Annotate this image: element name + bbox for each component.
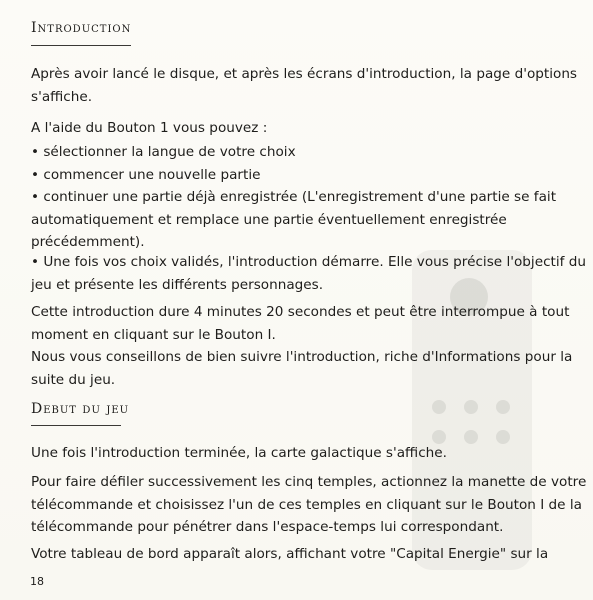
text-line: Votre tableau de bord apparaît alors, affichant votre "Capital Energie" sur la — [31, 546, 549, 562]
text-line: Pour faire défiler successivement les cinq temples, actionnez la manette de votre — [31, 474, 587, 490]
list-item: • continuer une partie déjà enregistrée (L'enregistrement d'une partie se fait — [31, 189, 557, 205]
list-item-continuation: automatiquement et remplace une partie éventuellement enregistrée — [31, 211, 507, 228]
section-heading-introduction: Introduction — [31, 20, 132, 36]
text-line: Après avoir lancé le disque, et après les écrans d'introduction, la page d'options — [31, 66, 578, 82]
text-line: télécommande et choisissez l'un de ces temples en cliquant sur le Bouton I de la — [31, 496, 582, 513]
page-number: 18 — [30, 575, 44, 588]
paragraph-dashboard — [31, 543, 561, 566]
paragraph-temples — [31, 471, 587, 539]
text-line: Nous vous conseillons de bien suivre l'introduction, riche d'Informations pour la — [31, 349, 573, 365]
text-line: A l'aide du Bouton 1 vous pouvez : — [31, 120, 268, 136]
text-line: s'affiche. — [31, 88, 93, 105]
text-line: Cette introduction dure 4 minutes 20 secondes et peut être interrompue à tout — [31, 304, 570, 320]
text-line: moment en cliquant sur le Bouton I. — [31, 326, 276, 343]
paragraph-button-usage — [31, 117, 561, 140]
list-item-continuation: jeu et présente les différents personnages. — [31, 276, 324, 293]
heading-underline — [31, 425, 121, 426]
paragraph-advice — [31, 346, 573, 391]
text-line: télécommande pour pénétrer dans l'espace-temps lui correspondant. — [31, 519, 504, 535]
paragraph-intro — [31, 63, 578, 108]
paragraph-duration — [31, 301, 570, 346]
text-line: suite du jeu. — [31, 371, 116, 388]
paragraph-galactic-map — [31, 442, 561, 465]
list-item-continuation: précédemment). — [31, 234, 145, 250]
list-item: • commencer une nouvelle partie — [31, 166, 261, 183]
heading-underline — [31, 45, 131, 46]
bullet-list-item-4 — [31, 251, 587, 296]
section-heading-debut-du-jeu: Debut du jeu — [31, 401, 130, 417]
bullet-list — [31, 141, 561, 254]
list-item: • Une fois vos choix validés, l'introduction démarre. Elle vous précise l'objectif du — [31, 254, 587, 270]
list-item: • sélectionner la langue de votre choix — [31, 144, 296, 160]
text-line: Une fois l'introduction terminée, la carte galactique s'affiche. — [31, 445, 447, 461]
